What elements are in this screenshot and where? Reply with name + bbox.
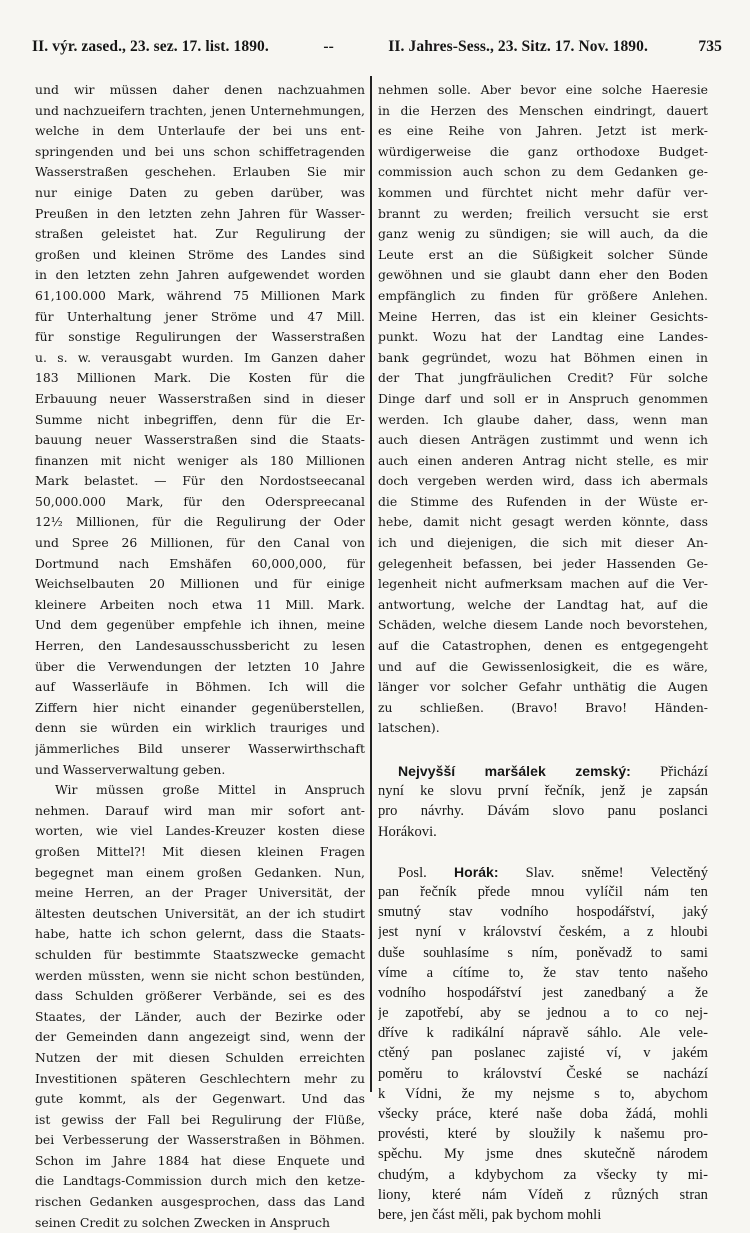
text-line: Erbauung neuer Wasserstraßen sind in dieser [35,390,365,406]
column-divider [370,76,372,1092]
text-line: Preußen in den letzten zehn Jahren für Wasser- [35,205,365,221]
text-line: und nachzueifern trachten, jenen Unternehmungen, [35,102,365,118]
text-line: pan řečník přede mnou vylíčil nám ten [378,883,708,900]
left-column [35,80,365,1233]
text-line: Dinge darf und soll er in Anspruch genommen [378,390,708,406]
text-line: begegnet man einem großen Gedanken. Nun, [35,864,365,880]
text-line: 183 Millionen Mark. Die Kosten für die [35,370,365,386]
header-right: II. Jahres-Sess., 23. Sitz. 17. Nov. 1890. [388,38,648,55]
text-line: Nutzen der mit diesen Schulden erreichten [35,1049,365,1065]
text-line: všecky práce, které naše doba žádá, mohli [378,1106,708,1122]
text-line: habe, hatte ich schon gelernt, dass die Staats- [35,926,365,942]
text-line: bank gegründet, wozu hat Böhmen einen in [378,349,708,365]
text-line: für Unterhaltung jener Ströme und 47 Mill. [35,308,365,324]
text-line: duše souhlasíme s ním, poněvadž to sami [378,944,708,961]
text-line: länger vor solcher Gefahr unthätig die Augen [378,679,708,695]
speaker-marshal: Nejvyšší maršálek zemský: [398,763,631,779]
text-line: rischen Gedanken ausgesprochen, dass das Land [35,1194,365,1210]
text-line: Leute erst an die Süßigkeit solcher Sünde [378,246,708,262]
text-line: Staates, der Länder, auch der Bezirke oder [35,1008,365,1024]
text-line: vodního hospodářství jest zanedbaný a že [378,984,708,1001]
horak-first-line: Posl. Horák: Slav. sněme! Velectěný [398,863,708,881]
speaker-horak: Horák: [453,863,499,880]
text-line: und wir müssen daher denen nachzuahmen [35,82,365,97]
text-line: Summe nicht inbegriffen, denn für die Er- [35,411,365,427]
text-line: welche in dem Unterlaufe der bei uns ent- [35,123,365,139]
text-line: schulden für bestimmte Staatszwecke gemacht [35,946,365,962]
header-separator: -- [323,38,334,55]
text-line: ich und diejenigen, die sich mit dieser An- [378,535,708,551]
text-line: doch vergeben werden wird, dass ich abermals [378,473,708,489]
text-line: Herren, den Landesausschussbericht zu lesen [35,638,365,654]
text-line: antwortung, welche der Landtag hat, auf die [378,596,708,612]
text-line: über die Verwendungen der letzten 10 Jahre [35,658,365,674]
text-line: jest nyní v království českém, a z hloubi [378,924,708,941]
text-line: bauung neuer Wasserstraßen sind die Staats- [35,432,365,448]
text-line: poměru to království České se nachází [378,1065,708,1082]
text-line: gelegenheit befassen, bei jeder Hassenden Ge- [378,555,708,571]
text-line: jämmerliches Bild unserer Wasserwirthschaft [35,741,365,756]
text-line: ganz wenig zu sündigen; sie will auch, da die [378,226,708,242]
right-column [378,80,708,1225]
text-line: víme a cítíme to, že stav tento našeho [378,964,708,981]
text-line: die Landtags-Commission durch mich den ketze- [35,1173,365,1189]
text-line: Wasserstraßen geschehen. Erlauben Sie mir [35,164,365,180]
text-line: provésti, které by sloužily k našemu pro- [378,1126,708,1143]
text-line: für sonstige Regulirungen der Wasserstraßen [35,329,365,345]
text-line: meine Herren, an der Prager Universität, der [35,885,365,901]
text-line: Dortmund nach Emshäfen 60,000,000, für [35,555,365,571]
text-line: auch einen anderen Antrag nicht stelle, es mir [378,452,708,468]
text-line: u. s. w. verausgabt wurden. Im Ganzen daher [35,349,365,365]
text-line: kommen und fürchtet nicht mehr dafür ver- [378,184,708,200]
text-line: pro návrhy. Dávám slovo panu poslanci [378,803,708,820]
text-line: k Vídni, že my nejsme s to, abychom [378,1085,708,1102]
right-column-german [378,80,708,739]
text-line: auf Wasserläufe in Böhmen. Ich will die [35,679,365,695]
text-line: der That jungfräulichen Credit? Für solche [378,370,708,386]
text-line: kleinere Arbeiten noch etwa 11 Mill. Mark. [35,596,365,612]
text-line: je zapotřebí, aby se jednou a to co nej- [378,1005,708,1022]
text-line: Horákovi. [378,823,437,840]
text-line: Investitionen späteren Geschlechtern mehr zu [35,1070,365,1086]
text-line: denn sie würden ein wirklich trauriges und [35,720,365,736]
text-line: Meine Herren, das ist ein kleiner Gesichts- [378,308,708,324]
marshal-first-line: Nejvyšší maršálek zemský: Přichází [398,763,708,780]
text-line: Ziffern hier nicht einander gegenüberstellen, [35,699,365,715]
text-line: und Spree 26 Millionen, für den Canal von [35,535,365,551]
text-line: werden. Ich glaube daher, dass, wenn man [378,411,708,427]
text-line: bei Verbesserung der Wasserstraßen in Böhmen. [35,1132,365,1148]
text-line: nehmen. Darauf wird man mir sofort ant- [35,802,365,818]
text-line: ältesten deutschen Universität, an der ich studirt [35,905,365,921]
marshal-speech [378,761,708,842]
page-header [32,38,722,56]
text-line: liony, které nám Vídeň z různých stran [378,1186,708,1203]
text-line: nur einige Daten zu geben darüber, was [35,184,365,200]
text-line: Schon im Jahre 1884 hat diese Enquete und [35,1152,365,1168]
horak-speech [378,862,708,1225]
text-line: hebe, damit nicht gesagt werden könnte, dass [378,514,708,530]
text-line: die Stimme des Rufenden in der Wüste er- [378,493,708,509]
text-line: auf die Catastrophen, denen es entgegengeht [378,638,708,654]
text-line: nyní ke slovu první řečník, jenž je zapsán [378,783,708,800]
text-line: werden müssten, wenn sie nicht schon bestünden, [35,967,365,983]
speaker-prefix: Posl. [398,864,427,881]
text-line: chudým, a kdybychom za všecky ty mi- [378,1166,708,1183]
text-line: nehmen solle. Aber bevor eine solche Haeresie [378,82,708,97]
text-line: und auf die Gewissenlosigkeit, die es wäre, [378,658,708,674]
text-line: empfänglich zu finden für größere Anlehen. [378,287,708,303]
text-line: latschen). [378,720,440,736]
header-left: II. výr. zased., 23. sez. 17. list. 1890. [32,38,269,55]
text-line: würdigerweise die ganz orthodoxe Budget- [378,143,708,159]
text-line: es eine Reihe von Jahren. Jetzt ist merk- [378,123,708,139]
text-line: großen Mittel?! Mit diesen kleinen Fragen [35,843,365,859]
text-line: und Wasserverwaltung geben. [35,761,226,777]
text-line: großen und kleinen Ströme des Landes sind [35,246,365,262]
text-line: springenden und bei uns schon schiffetragenden [35,143,365,159]
text-line: gewöhnen und sie glaubt dann eher den Boden [378,267,708,283]
text-line: Weichselbauten 20 Millionen und für einige [35,576,365,592]
text-line: smutný stav vodního hospodářství, jaký [378,904,708,921]
text-line: spěchu. My jsme dnes skutečně národem [378,1146,708,1163]
text-line: in die Herzen des Menschen eindringt, dauert [378,102,708,118]
text-line: worten, wie viel Landes-Kreuzer kosten diese [35,823,365,839]
text-line: commission auch schon zu dem Gedanken ge- [378,164,708,180]
text-line: ist gewiss der Fall bei Regulirung der Flüße, [35,1111,365,1127]
page-number: 735 [698,38,722,55]
text-line: bere, jen část měli, pak bychom mohli [378,1206,602,1223]
text-line: seinen Credit zu solchen Zwecken in Anspruch [35,1214,331,1230]
text-line: auch diesen Anträgen zustimmt und wenn ich [378,432,708,448]
text-line: zu schließen. (Bravo! Bravo! Händen- [378,699,708,715]
text-line: straßen geleistet hat. Zur Regulirung der [35,226,365,242]
text-line: finanzen mit nicht weniger als 180 Millionen [35,452,365,468]
text-line: dříve k radikální nápravě sáhlo. Ale vele- [378,1025,708,1042]
text-line: Schäden, welche diesem Lande noch bevorstehen, [378,617,708,633]
text-line: Und dem gegenüber empfehle ich ihnen, meine [35,617,365,633]
text-line: 12½ Millionen, für die Regulirung der Oder [35,514,365,530]
text-line: 50,000.000 Mark, für den Oderspreecanal [35,493,365,509]
text-line: punkt. Wozu hat der Landtag eine Landes- [378,329,708,345]
text-line: in den letzten zehn Jahren aufgewendet worden [35,267,365,283]
text-line: ctěný pan poslanec zajisté ví, v jakém [378,1045,708,1062]
text-line: dass Schulden größerer Verbände, sei es des [35,988,365,1004]
text-line: 61,100.000 Mark, während 75 Millionen Mark [35,287,365,303]
text-line: Mark belastet. — Für den Nordostseecanal [35,473,365,489]
text-line: legenheit nicht aufmerksam machen auf die Ver- [378,576,708,592]
text-line: gute kommt, als der Gegenwart. Und das [35,1091,365,1107]
text-line: Wir müssen große Mittel in Anspruch [55,782,365,798]
text-line: der Gemeinden dann angezeigt sind, wenn der [35,1029,365,1045]
text-line: brannt zu werden; freilich versucht sie erst [378,205,708,221]
